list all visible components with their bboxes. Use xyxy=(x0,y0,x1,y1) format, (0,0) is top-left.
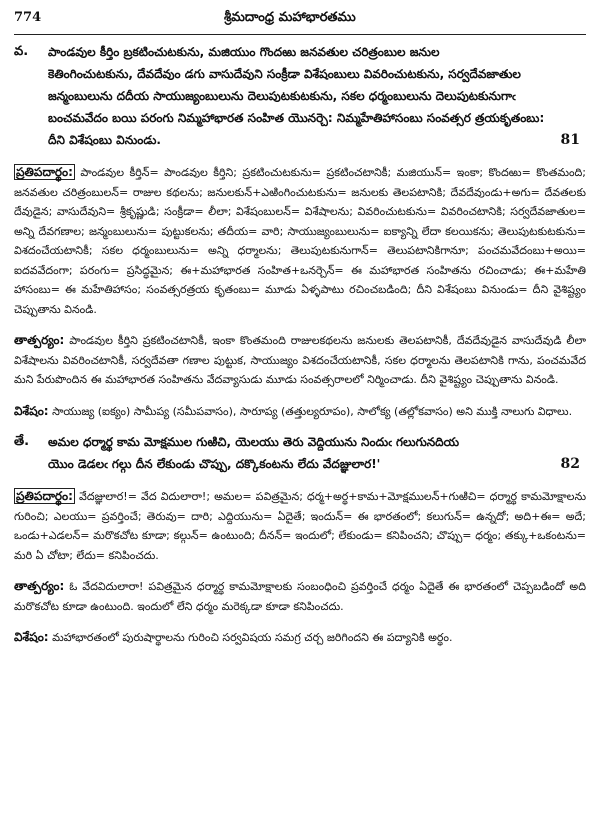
pratipadartham-text: పాండవుల కీర్తిన్= పాండవుల కీర్తిని; ప్రకటించుటకును= ప్రకటించటానికీ; మజియున్= ఇంకా; కొందఱు= కొంతమంది; జనవతుల చరిత్రంబులన్= రాజుల కథలను; జనులకున్+ఎఱింగించుటకును= జనులకు తెలపటానికి; దేవదేవుండు+అగు= దేవతలకు దేవుడైన; వాసుదేవుని= శ్రీకృష్ణుడి; సంక్రీడా= లీలా; విశేషంబులన్= విశేషాలను; వివరించుటకును= వివరించటానికి; సర్వదేవజాతుల= అన్ని దేవగణాల; జన్మంబులును= పుట్టుకలను; తదీయ= వారి; సాయుజ్యంబులును= ఐక్యాన్ని లేదా కలయికను; తెలుపుటకుటకును= విశదంచేయటానికీ; సకల ధర్మంబులును= అన్ని ధర్మాలను; తెలుపుటకునుగాన్= తెలుపటానికిగానూ; పంచమవేదంబు+అయి= ఐదవవేదంగా; పరంగు= ప్రసిద్ధమైన; ఈ+మహాభారత సంహిత+ఒనర్చెన్= ఈ మహాభారత సంహితను రచించాడు; ఈ+మహేతి హాసంబు= ఈ మహేతిహాసం; సంవత్సరత్రయ కృతంబు= మూడు ఏళ్ళపాటు రచించబడింది; దీని విశేషంబు వినుండు= దీని వైశిష్ట్యం చెప్పుతాను వినండి. xyxy=(14,166,587,316)
pratipadartham-label: ప్రతిపదార్థం: xyxy=(16,165,73,179)
tatparyam-81 xyxy=(14,331,586,390)
verse-line-text: యొం డెడలఁ గల్గు దీన లేకుండు చొప్పు, దక్కొకంటను లేదు వేదజ్ఞులార!' xyxy=(48,457,381,471)
tatparyam-text: ఓ వేదవిదులారా! పవిత్రమైన ధర్మార్థ కామమోక్షాలకు సంబంధించి ప్రవర్తించే ధర్మం ఏదైతే ఈ భారతంలో చెప్పబడిందో అది మరొకచోట కూడా ఉంటుంది. ఇందులో లేని ధర్మం మరెక్కడా కూడా కనిపించదు. xyxy=(14,580,586,613)
tatparyam-text: పాండవుల కీర్తిని ప్రకటించటానికీ, ఇంకా కొంతమంది రాజులకథలను జనులకు తెలపటానికీ, దేవదేవుడైన వాసుదేవుడి లీలా విశేషాలను వివరించటానికీ, సర్వదేవతా గణాల పుట్టుక, సాయుజ్యం విశదంచేయటానికీ, సకల ధర్మాలను తెలపటానికి గాను, పంచమవేద మని పేరుపొందిన ఈ మహాభారత సంహితను వేదవ్యాసుడు మూడు సంవత్సరాలలో నిర్మించాడు. దీని వైశిష్ట్యం చెప్పుతాను వినండి. xyxy=(14,334,586,386)
verse-label: వ. xyxy=(14,44,29,59)
verse-line-text: దీని విశేషంబు వినుండు. xyxy=(48,133,161,147)
tatparyam-82 xyxy=(14,577,586,616)
visesham-label: విశేషం: xyxy=(14,630,49,644)
pratipadartham-82 xyxy=(14,487,586,565)
running-title: శ్రీమదాంధ్ర మహాభారతము xyxy=(224,10,356,25)
pratipadartham-text: వేదజ్ఞులార!= వేద విదులారా!; అమల= పవిత్రమైన; ధర్మ+అర్థ+కామ+మోక్షములన్+గుఱిచి= ధర్మార్థ కామమోక్షాలను గురించి; ఎలయు= ప్రవర్తించే; తెరువు= దారి; ఎద్దియును= ఏదైతే; ఇందున్= ఈ భారతంలో; కలుగున్= ఉన్నదో; అది+ఈ= అదే; ఒండు+ఎడలన్= మరొకచోట కూడా; కల్గున్= ఉంటుంది; దీనన్= ఇందులో; లేకుండు= కనిపించని; చొప్పు= ధర్మం; తక్కు+ఒకంటను= మరి ఏ చోటా; లేదు= కనిపించదు. xyxy=(14,490,586,562)
verse-82 xyxy=(14,431,586,475)
verse-line: పాండవుల కీర్తిం బ్రకటించుటకును, మజియుం గొందఱు జనవతుల చరిత్రంబుల జనుల xyxy=(48,45,440,59)
visesham-text: సాయుజ్య (ఐక్యం) సామీప్య (సమీపవాసం), సారూప్య (తత్తుల్యరూపం), సాలోక్య (తల్లోకవాసం) అని ముక్తి నాలుగు విధాలు. xyxy=(52,404,573,418)
verse-label: తే. xyxy=(14,434,30,449)
pratipadartham-81 xyxy=(14,163,586,319)
tatparyam-label: తాత్పర్యం: xyxy=(14,333,65,347)
verse-last-line xyxy=(48,453,586,475)
verse-body xyxy=(48,431,586,475)
pratipadartham-label: ప్రతిపదార్థం: xyxy=(16,489,73,503)
verse-81 xyxy=(14,41,586,151)
verse-last-line xyxy=(48,129,586,151)
verse-line: బంచమవేదం బయి పరంగు నిమ్మహాభారత సంహిత యొనర్చె: నిమ్మహేతిహాసంబు సంవత్సర త్రయకృతంబు: xyxy=(48,111,545,125)
visesham-text: మహాభారతంలో పురుషార్థాలను గురించి సర్వవిషయ సమగ్ర చర్చ జరిగిందని ఈ పద్యానికి అర్థం. xyxy=(52,631,453,644)
header-rule xyxy=(14,34,586,35)
page-number: 774 xyxy=(14,10,42,25)
verse-number: 81 xyxy=(560,132,580,148)
verse-line: కెతింగించుటకును, దేవదేవుం డగు వాసుదేవుని సంక్రీడా విశేషంబులు వివరించుటకును, సర్వదేవజాతుల xyxy=(48,67,521,81)
visesham-82 xyxy=(14,628,586,648)
verse-number: 82 xyxy=(560,456,580,472)
visesham-81 xyxy=(14,402,586,422)
page-header xyxy=(14,10,586,32)
tatparyam-label: తాత్పర్యం: xyxy=(14,579,65,593)
verse-line: జన్మంబులును దదీయ సాయుజ్యంబులును దెలుపుటకుటకును, సకల ధర్మంబులును దెలుపుటకునుగాఁ xyxy=(48,89,516,103)
verse-body xyxy=(48,41,586,151)
visesham-label: విశేషం: xyxy=(14,403,49,418)
verse-line: అమల ధర్మార్థ కామ మోక్షముల గుఱిచి, యెలయు తెరు వెద్దియును నిందుఁ గలుగునదియ xyxy=(48,435,460,449)
